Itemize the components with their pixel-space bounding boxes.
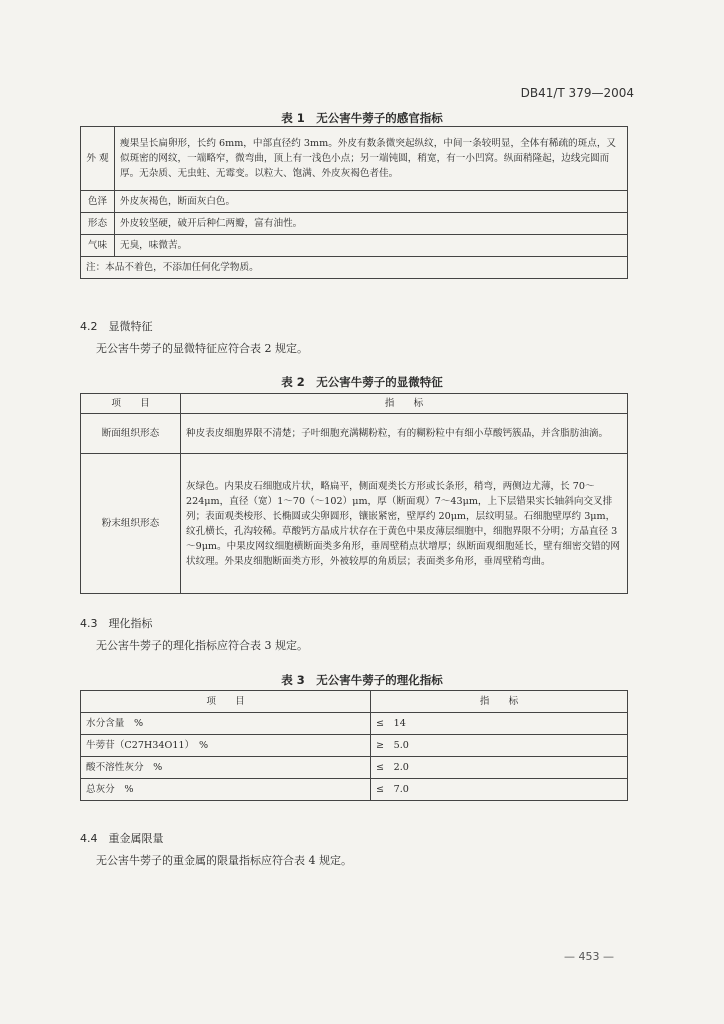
table-row: [81, 127, 628, 191]
row-label: 色泽: [81, 191, 115, 213]
column-header-item: 项 目: [81, 394, 181, 414]
section-4-4-heading: 4.4 重金属限量: [80, 832, 164, 845]
table-row: [81, 235, 628, 257]
table3-caption: 表 3 无公害牛蒡子的理化指标: [281, 673, 443, 687]
row-spec: 灰绿色。内果皮石细胞成片状，略扁平，侧面观类长方形或长条形，稍弯，两侧边尤薄，长 70～224μm，直径（宽）1～70（～102）μm，厚（断面观）7～43μm，上下层错果实长轴斜向交叉排列；表面观类梭形、长椭圆或尖卵圆形，镶嵌紧密，壁厚约 20μm，层纹明显。石细胞壁厚约 3μm，纹孔横长，孔沟较稀。草酸钙方晶成片状存在于黄色中果皮薄层细胞中，细胞界限不分明；方晶直径 3～9μm。中果皮网纹细胞横断面类多角形，垂周壁稍点状增厚；纵断面观细胞延长，壁有细密交错的网状纹理。外果皮细胞断面类方形，外被较厚的角质层；表面类多角形，垂周壁稍弯曲。: [181, 454, 628, 594]
row-item: 总灰分 %: [81, 779, 371, 801]
row-value: 外皮灰褐色，断面灰白色。: [115, 191, 628, 213]
row-item: 粉末组织形态: [81, 454, 181, 594]
table-header-row: [81, 691, 628, 713]
row-item: 水分含量 %: [81, 713, 371, 735]
table-row: [81, 191, 628, 213]
table-row: [81, 713, 628, 735]
table-header-row: [81, 394, 628, 414]
table-row: [81, 454, 628, 594]
table2-caption: 表 2 无公害牛蒡子的显微特征: [281, 375, 443, 389]
row-label: 形态: [81, 213, 115, 235]
row-label: 外 观: [81, 127, 115, 191]
table1: [80, 126, 628, 279]
row-spec: ≥ 5.0: [371, 735, 628, 757]
table1-caption: 表 1 无公害牛蒡子的感官指标: [281, 111, 443, 125]
table2: [80, 393, 628, 594]
section-4-2-heading: 4.2 显微特征: [80, 320, 153, 333]
section-4-2-body: 无公害牛蒡子的显微特征应符合表 2 规定。: [96, 342, 308, 355]
column-header-item: 项 目: [81, 691, 371, 713]
table3: [80, 690, 628, 801]
standard-code: DB41/T 379—2004: [520, 86, 634, 100]
table-note-row: [81, 257, 628, 279]
table1-note: 注：本品不着色，不添加任何化学物质。: [81, 257, 628, 279]
column-header-spec: 指 标: [181, 394, 628, 414]
table-row: [81, 213, 628, 235]
row-value: 无臭，味微苦。: [115, 235, 628, 257]
row-spec: ≤ 7.0: [371, 779, 628, 801]
section-4-4-body: 无公害牛蒡子的重金属的限量指标应符合表 4 规定。: [96, 854, 352, 867]
row-value: 瘦果呈长扁卵形，长约 6mm，中部直径约 3mm。外皮有数条微突起纵纹，中间一条较明显，全体有稀疏的斑点，又似斑密的网纹，一端略窄，微弯曲，顶上有一浅色小点；另一端钝圆，稍宽，有一小凹窝。纵面稍隆起，边线完圆而厚。无杂质、无虫蛀、无霉变。以粒大、饱满、外皮灰褐色者佳。: [115, 127, 628, 191]
row-label: 气味: [81, 235, 115, 257]
table-row: [81, 735, 628, 757]
row-item: 断面组织形态: [81, 414, 181, 454]
table-row: [81, 779, 628, 801]
column-header-spec: 指 标: [371, 691, 628, 713]
row-spec: ≤ 14: [371, 713, 628, 735]
table-row: [81, 757, 628, 779]
page-number: — 453 —: [564, 950, 614, 963]
section-4-3-heading: 4.3 理化指标: [80, 617, 153, 630]
row-value: 外皮较坚硬，破开后种仁两瓣，富有油性。: [115, 213, 628, 235]
row-spec: ≤ 2.0: [371, 757, 628, 779]
section-4-3-body: 无公害牛蒡子的理化指标应符合表 3 规定。: [96, 639, 308, 652]
table-row: [81, 414, 628, 454]
row-item: 酸不溶性灰分 %: [81, 757, 371, 779]
row-item: 牛蒡苷（C27H34O11） %: [81, 735, 371, 757]
row-spec: 种皮表皮细胞界限不清楚；子叶细胞充满糊粉粒，有的糊粉粒中有细小草酸钙簇晶，并含脂肪油滴。: [181, 414, 628, 454]
